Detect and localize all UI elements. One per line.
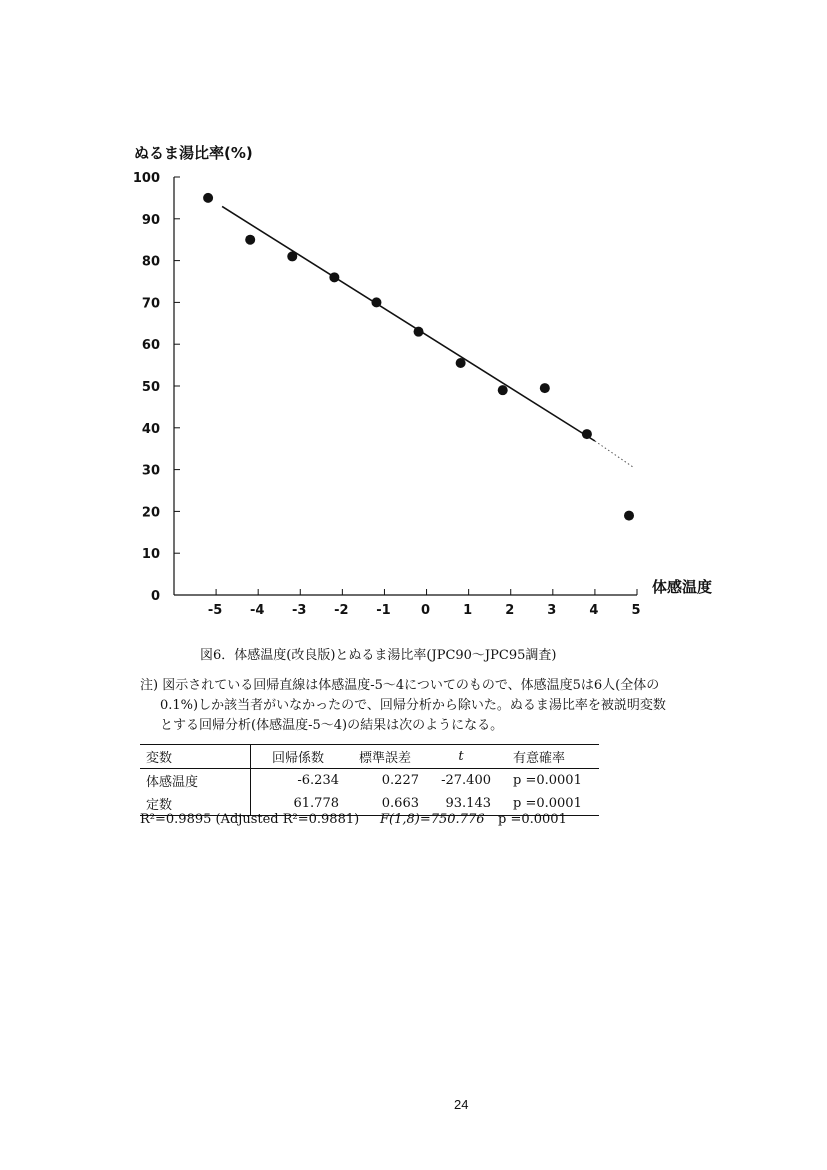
y-tick-label: 10 <box>141 547 160 563</box>
f-statistic: F(1,8)=750.776 <box>380 812 485 827</box>
y-tick-label: 70 <box>141 296 160 312</box>
cell-t: 93.143 <box>425 792 497 816</box>
regression-table <box>140 744 599 816</box>
header-variable: 変数 <box>140 745 251 769</box>
note-line-3: とする回帰分析(体感温度-5～4)の結果は次のようになる。 <box>160 718 504 733</box>
y-tick-label: 40 <box>141 421 160 437</box>
x-tick-labels <box>208 603 641 618</box>
header-t: t <box>425 745 497 769</box>
y-tick-label: 0 <box>150 589 160 604</box>
cell-variable: 定数 <box>140 792 251 816</box>
x-tick-label: 1 <box>463 603 473 618</box>
data-point <box>203 193 213 203</box>
cell-significance: p =0.0001 <box>513 773 582 788</box>
data-point <box>287 251 297 261</box>
fit-line-solid <box>222 206 595 441</box>
data-point <box>498 385 508 395</box>
data-point <box>582 429 592 439</box>
data-point <box>624 511 634 521</box>
x-tick-label: 5 <box>631 603 641 618</box>
x-tick-label: 4 <box>589 603 599 618</box>
footer-significance: p =0.0001 <box>498 812 567 827</box>
header-significance: 有意確率 <box>497 745 599 769</box>
cell-std-error: 0.227 <box>381 773 419 788</box>
note-line-1: 注) 図示されている回帰直線は体感温度-5～4についてのもので、体感温度5は6人(全体の <box>140 678 660 693</box>
figure-note <box>140 676 760 736</box>
x-tick-label: -4 <box>249 603 265 618</box>
data-point <box>371 297 381 307</box>
page-number: 24 <box>454 1097 469 1112</box>
figure-caption: 図6．体感温度(改良版)とぬるま湯比率(JPC90～JPC95調査) <box>200 648 557 663</box>
y-tick-label: 100 <box>132 171 160 186</box>
regression-line <box>222 206 633 467</box>
note-line-2: 0.1%)しか該当者がいなかったので、回帰分析から除いた。ぬるま湯比率を被説明変数 <box>160 698 666 713</box>
header-std-error: 標準誤差 <box>345 745 425 769</box>
x-tick-label: -1 <box>376 603 391 618</box>
x-tick-label: 0 <box>421 603 431 618</box>
y-tick-label: 80 <box>141 254 160 270</box>
cell-coefficient: 61.778 <box>251 792 346 816</box>
r-squared: R²=0.9895 (Adjusted R²=0.9881) <box>140 812 360 827</box>
y-tick-label: 30 <box>141 463 160 479</box>
fit-line-dotted <box>595 441 633 467</box>
y-axis-title: ぬるま湯比率(%) <box>134 144 253 162</box>
data-point <box>456 358 466 368</box>
x-tick-label: 3 <box>547 603 557 618</box>
y-tick-label: 50 <box>141 380 160 395</box>
y-tick-label: 60 <box>141 338 160 354</box>
cell-t: -27.400 <box>441 773 491 788</box>
x-tick-label: -5 <box>207 603 223 618</box>
x-tick-label: -3 <box>292 603 307 618</box>
cell-variable: 体感温度 <box>140 769 251 793</box>
cell-significance: p =0.0001 <box>497 792 599 816</box>
data-point <box>245 235 255 245</box>
header-coefficient: 回帰係数 <box>251 745 346 769</box>
data-point <box>540 383 550 393</box>
x-tick-label: 2 <box>505 603 515 618</box>
x-tick-label: -2 <box>334 603 349 618</box>
y-tick-labels <box>133 171 160 604</box>
table-row <box>140 769 599 793</box>
data-points <box>203 193 634 521</box>
cell-coefficient: -6.234 <box>297 773 339 788</box>
cell-std-error: 0.663 <box>345 792 425 816</box>
chart-axes <box>174 177 637 595</box>
data-point <box>414 327 424 337</box>
y-tick-label: 90 <box>141 212 160 228</box>
x-axis-title: 体感温度 <box>652 578 713 596</box>
y-tick-label: 20 <box>141 505 160 521</box>
table-header-row <box>140 745 599 769</box>
data-point <box>329 272 339 282</box>
